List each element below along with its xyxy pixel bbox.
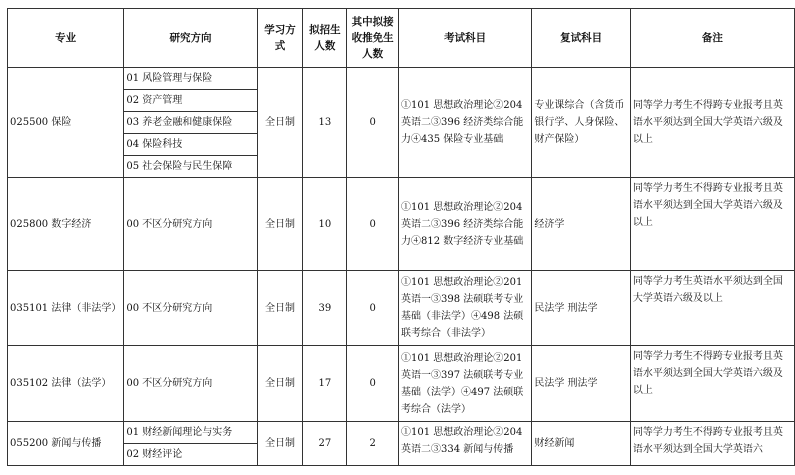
- retest-cell: 经济学: [532, 178, 631, 271]
- exam-cell: ①101 思想政治理论②201 英语一③398 法硕联考专业基础（非法学）④498 法硕联考综合（非法学）: [399, 271, 532, 346]
- mode-cell: 全日制: [257, 178, 303, 271]
- enrollment-table: [7, 8, 795, 466]
- exempt-cell: 2: [347, 422, 399, 466]
- header-plan-count: 拟招生人数: [303, 9, 347, 68]
- exempt-cell: 0: [347, 346, 399, 422]
- table-row: [8, 271, 795, 346]
- mode-cell: 全日制: [257, 68, 303, 178]
- remark-cell: 同等学力考生不得跨专业报考且英语水平须达到全国大学英语六级及以上: [630, 178, 794, 271]
- plan-cell: 39: [303, 271, 347, 346]
- header-row: [8, 9, 795, 68]
- plan-cell: 13: [303, 68, 347, 178]
- exempt-cell: 0: [347, 271, 399, 346]
- mode-cell: 全日制: [257, 346, 303, 422]
- mode-cell: 全日制: [257, 271, 303, 346]
- remark-cell: 同等学力考生不得跨专业报考且英语水平须达到全国大学英语六级及以上: [630, 68, 794, 178]
- header-exempt-count: 其中拟接收推免生人数: [347, 9, 399, 68]
- header-major: 专业: [8, 9, 124, 68]
- exam-cell: ①101 思想政治理论②201 英语一③397 法硕联考专业基础（法学）④497 法硕联考综合（法学）: [399, 346, 532, 422]
- table-row: [8, 68, 795, 90]
- table-row: [8, 178, 795, 271]
- header-exam-subjects: 考试科目: [399, 9, 532, 68]
- exempt-cell: 0: [347, 68, 399, 178]
- plan-cell: 17: [303, 346, 347, 422]
- major-cell: 035101 法律（非法学）: [8, 271, 124, 346]
- plan-cell: 27: [303, 422, 347, 466]
- direction-cell: 03 养老金融和健康保险: [124, 112, 257, 134]
- retest-cell: 专业课综合（含货币银行学、人身保险、财产保险）: [532, 68, 631, 178]
- table-row: [8, 346, 795, 422]
- major-cell: 025500 保险: [8, 68, 124, 178]
- direction-cell: 05 社会保险与民生保障: [124, 156, 257, 178]
- direction-cell: 00 不区分研究方向: [124, 346, 257, 422]
- exam-cell: ①101 思想政治理论②204 英语二③334 新闻与传播: [399, 422, 532, 466]
- mode-cell: 全日制: [257, 422, 303, 466]
- retest-cell: 民法学 刑法学: [532, 346, 631, 422]
- exam-cell: ①101 思想政治理论②204 英语二③396 经济类综合能力④812 数字经济专业基础: [399, 178, 532, 271]
- plan-cell: 10: [303, 178, 347, 271]
- table-row: [8, 422, 795, 444]
- remark-cell: 同等学力考生英语水平须达到全国大学英语六级及以上: [630, 271, 794, 346]
- exam-cell: ①101 思想政治理论②204 英语二③396 经济类综合能力④435 保险专业基础: [399, 68, 532, 178]
- major-cell: 055200 新闻与传播: [8, 422, 124, 466]
- direction-cell: 00 不区分研究方向: [124, 178, 257, 271]
- direction-cell: 01 财经新闻理论与实务: [124, 422, 257, 444]
- major-cell: 025800 数字经济: [8, 178, 124, 271]
- direction-cell: 02 财经评论: [124, 444, 257, 466]
- remark-cell: 同等学力考生不得跨专业报考且英语水平须达到全国大学英语六级及以上: [630, 346, 794, 422]
- direction-cell: 02 资产管理: [124, 90, 257, 112]
- direction-cell: 00 不区分研究方向: [124, 271, 257, 346]
- retest-cell: 财经新闻: [532, 422, 631, 466]
- direction-cell: 04 保险科技: [124, 134, 257, 156]
- exempt-cell: 0: [347, 178, 399, 271]
- direction-cell: 01 风险管理与保险: [124, 68, 257, 90]
- header-retest-subjects: 复试科目: [532, 9, 631, 68]
- retest-cell: 民法学 刑法学: [532, 271, 631, 346]
- header-remarks: 备注: [630, 9, 794, 68]
- major-cell: 035102 法律（法学）: [8, 346, 124, 422]
- remark-cell: 同等学力考生不得跨专业报考且英语水平须达到全国大学英语六: [630, 422, 794, 466]
- header-direction: 研究方向: [124, 9, 257, 68]
- header-study-mode: 学习方式: [257, 9, 303, 68]
